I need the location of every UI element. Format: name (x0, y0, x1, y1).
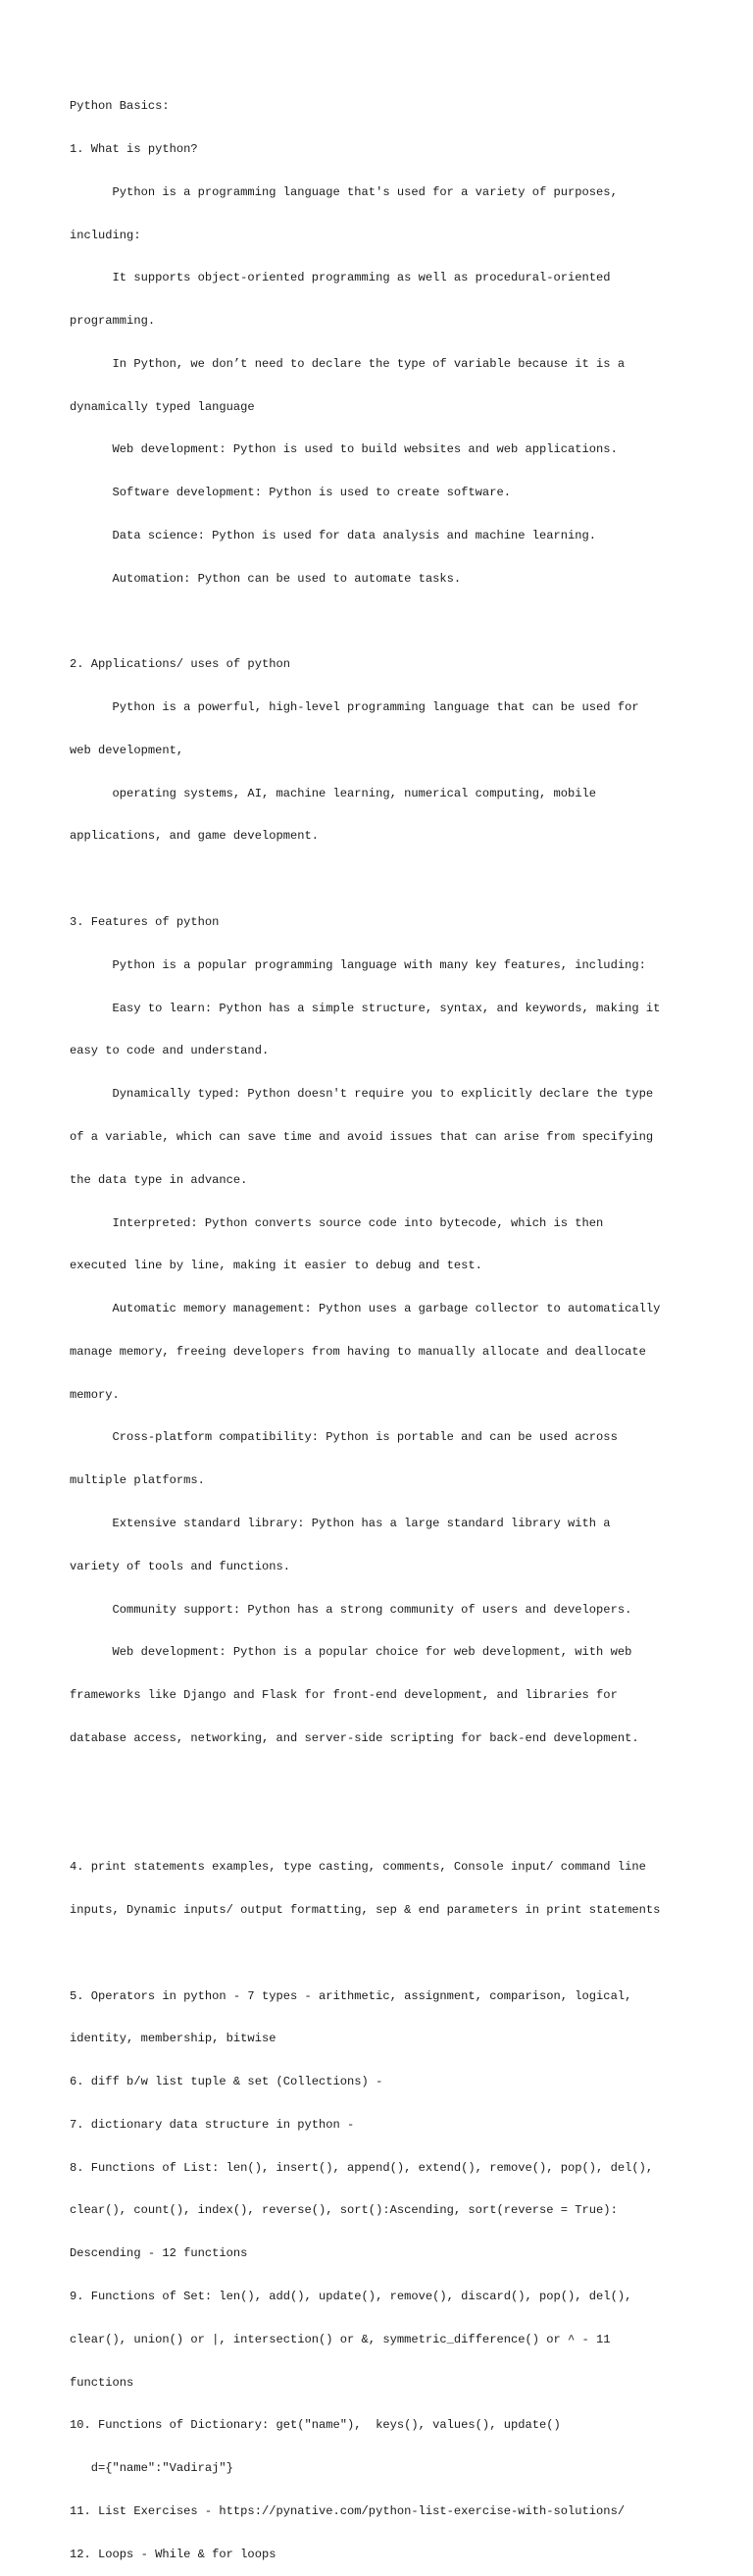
doc-line: It supports object-oriented programming as well as procedural-oriented (70, 271, 611, 285)
doc-line: Python is a powerful, high-level programming language that can be used for (70, 700, 639, 715)
document-body (70, 71, 717, 2576)
doc-line: Interpreted: Python converts source code into bytecode, which is then (70, 1215, 604, 1230)
doc-line: including: (70, 228, 141, 242)
blank-line (70, 1946, 717, 1961)
blank-line (70, 1817, 717, 1831)
blank-line (70, 872, 717, 887)
doc-line: frameworks like Django and Flask for front-end development, and libraries for (70, 1688, 618, 1703)
doc-line: 10. Functions of Dictionary: get("name"), keys(), values(), update() (70, 2418, 561, 2433)
doc-line: dynamically typed language (70, 399, 255, 414)
doc-line: 6. diff b/w list tuple & set (Collections) - (70, 2075, 383, 2089)
doc-line: multiple platforms. (70, 1473, 205, 1488)
doc-line: the data type in advance. (70, 1172, 248, 1187)
doc-line: Web development: Python is a popular choice for web development, with web (70, 1645, 632, 1660)
doc-line: easy to code and understand. (70, 1044, 270, 1058)
doc-line: operating systems, AI, machine learning, numerical computing, mobile (70, 786, 597, 800)
doc-line: manage memory, freeing developers from having to manually allocate and deallocate (70, 1344, 646, 1359)
doc-line: Web development: Python is used to build websites and web applications. (70, 442, 618, 457)
doc-line: Python is a programming language that's used for a variety of purposes, (70, 184, 618, 199)
doc-line: 12. Loops - While & for loops (70, 2547, 276, 2561)
doc-line: clear(), count(), index(), reverse(), sort():Ascending, sort(reverse = True): (70, 2203, 618, 2218)
doc-line: 11. List Exercises - https://pynative.com/python-list-exercise-with-solutions/ (70, 2503, 626, 2518)
blank-line (70, 1775, 717, 1789)
doc-line: 2. Applications/ uses of python (70, 657, 290, 672)
doc-line: Software development: Python is used to create software. (70, 486, 511, 500)
doc-line: 5. Operators in python - 7 types - arithmetic, assignment, comparison, logical, (70, 1988, 632, 2003)
doc-line: Automation: Python can be used to automate tasks. (70, 571, 462, 586)
doc-line: memory. (70, 1387, 120, 1402)
blank-line (70, 615, 717, 630)
doc-line: executed line by line, making it easier to debug and test. (70, 1259, 482, 1273)
doc-line: Automatic memory management: Python uses a garbage collector to automatically (70, 1302, 661, 1316)
doc-line: Dynamically typed: Python doesn't require you to explicitly declare the type (70, 1087, 654, 1102)
doc-line: 3. Features of python (70, 915, 220, 930)
doc-line: applications, and game development. (70, 829, 320, 844)
doc-line: d={"name":"Vadiraj"} (70, 2461, 233, 2476)
doc-line: database access, networking, and server-side scripting for back-end development. (70, 1730, 639, 1745)
doc-line: Extensive standard library: Python has a large standard library with a (70, 1516, 611, 1530)
doc-line: inputs, Dynamic inputs/ output formatting, sep & end parameters in print statements (70, 1903, 661, 1917)
doc-line: Descending - 12 functions (70, 2246, 248, 2261)
doc-line: 8. Functions of List: len(), insert(), append(), extend(), remove(), pop(), del(), (70, 2160, 654, 2175)
doc-line: web development, (70, 743, 184, 757)
doc-line: 9. Functions of Set: len(), add(), update(), remove(), discard(), pop(), del(), (70, 2290, 632, 2304)
doc-line: In Python, we don’t need to declare the type of variable because it is a (70, 356, 626, 371)
doc-line: of a variable, which can save time and avoid issues that can arise from specifying (70, 1129, 654, 1144)
doc-line: Cross-platform compatibility: Python is portable and can be used across (70, 1430, 618, 1445)
doc-line: Data science: Python is used for data analysis and machine learning. (70, 529, 597, 542)
doc-line: Python Basics: (70, 99, 170, 114)
doc-line: 1. What is python? (70, 141, 198, 156)
doc-line: 7. dictionary data structure in python - (70, 2117, 355, 2132)
doc-line: functions (70, 2375, 134, 2390)
doc-line: clear(), union() or |, intersection() or &, symmetric_difference() or ^ - 11 (70, 2332, 611, 2346)
doc-line: variety of tools and functions. (70, 1559, 290, 1573)
doc-line: Python is a popular programming language with many key features, including: (70, 957, 646, 972)
doc-line: 4. print statements examples, type casting, comments, Console input/ command line (70, 1860, 646, 1875)
doc-line: Community support: Python has a strong community of users and developers. (70, 1602, 632, 1617)
doc-line: programming. (70, 314, 156, 329)
doc-line: Easy to learn: Python has a simple structure, syntax, and keywords, making it (70, 1001, 661, 1015)
doc-line: identity, membership, bitwise (70, 2032, 276, 2046)
